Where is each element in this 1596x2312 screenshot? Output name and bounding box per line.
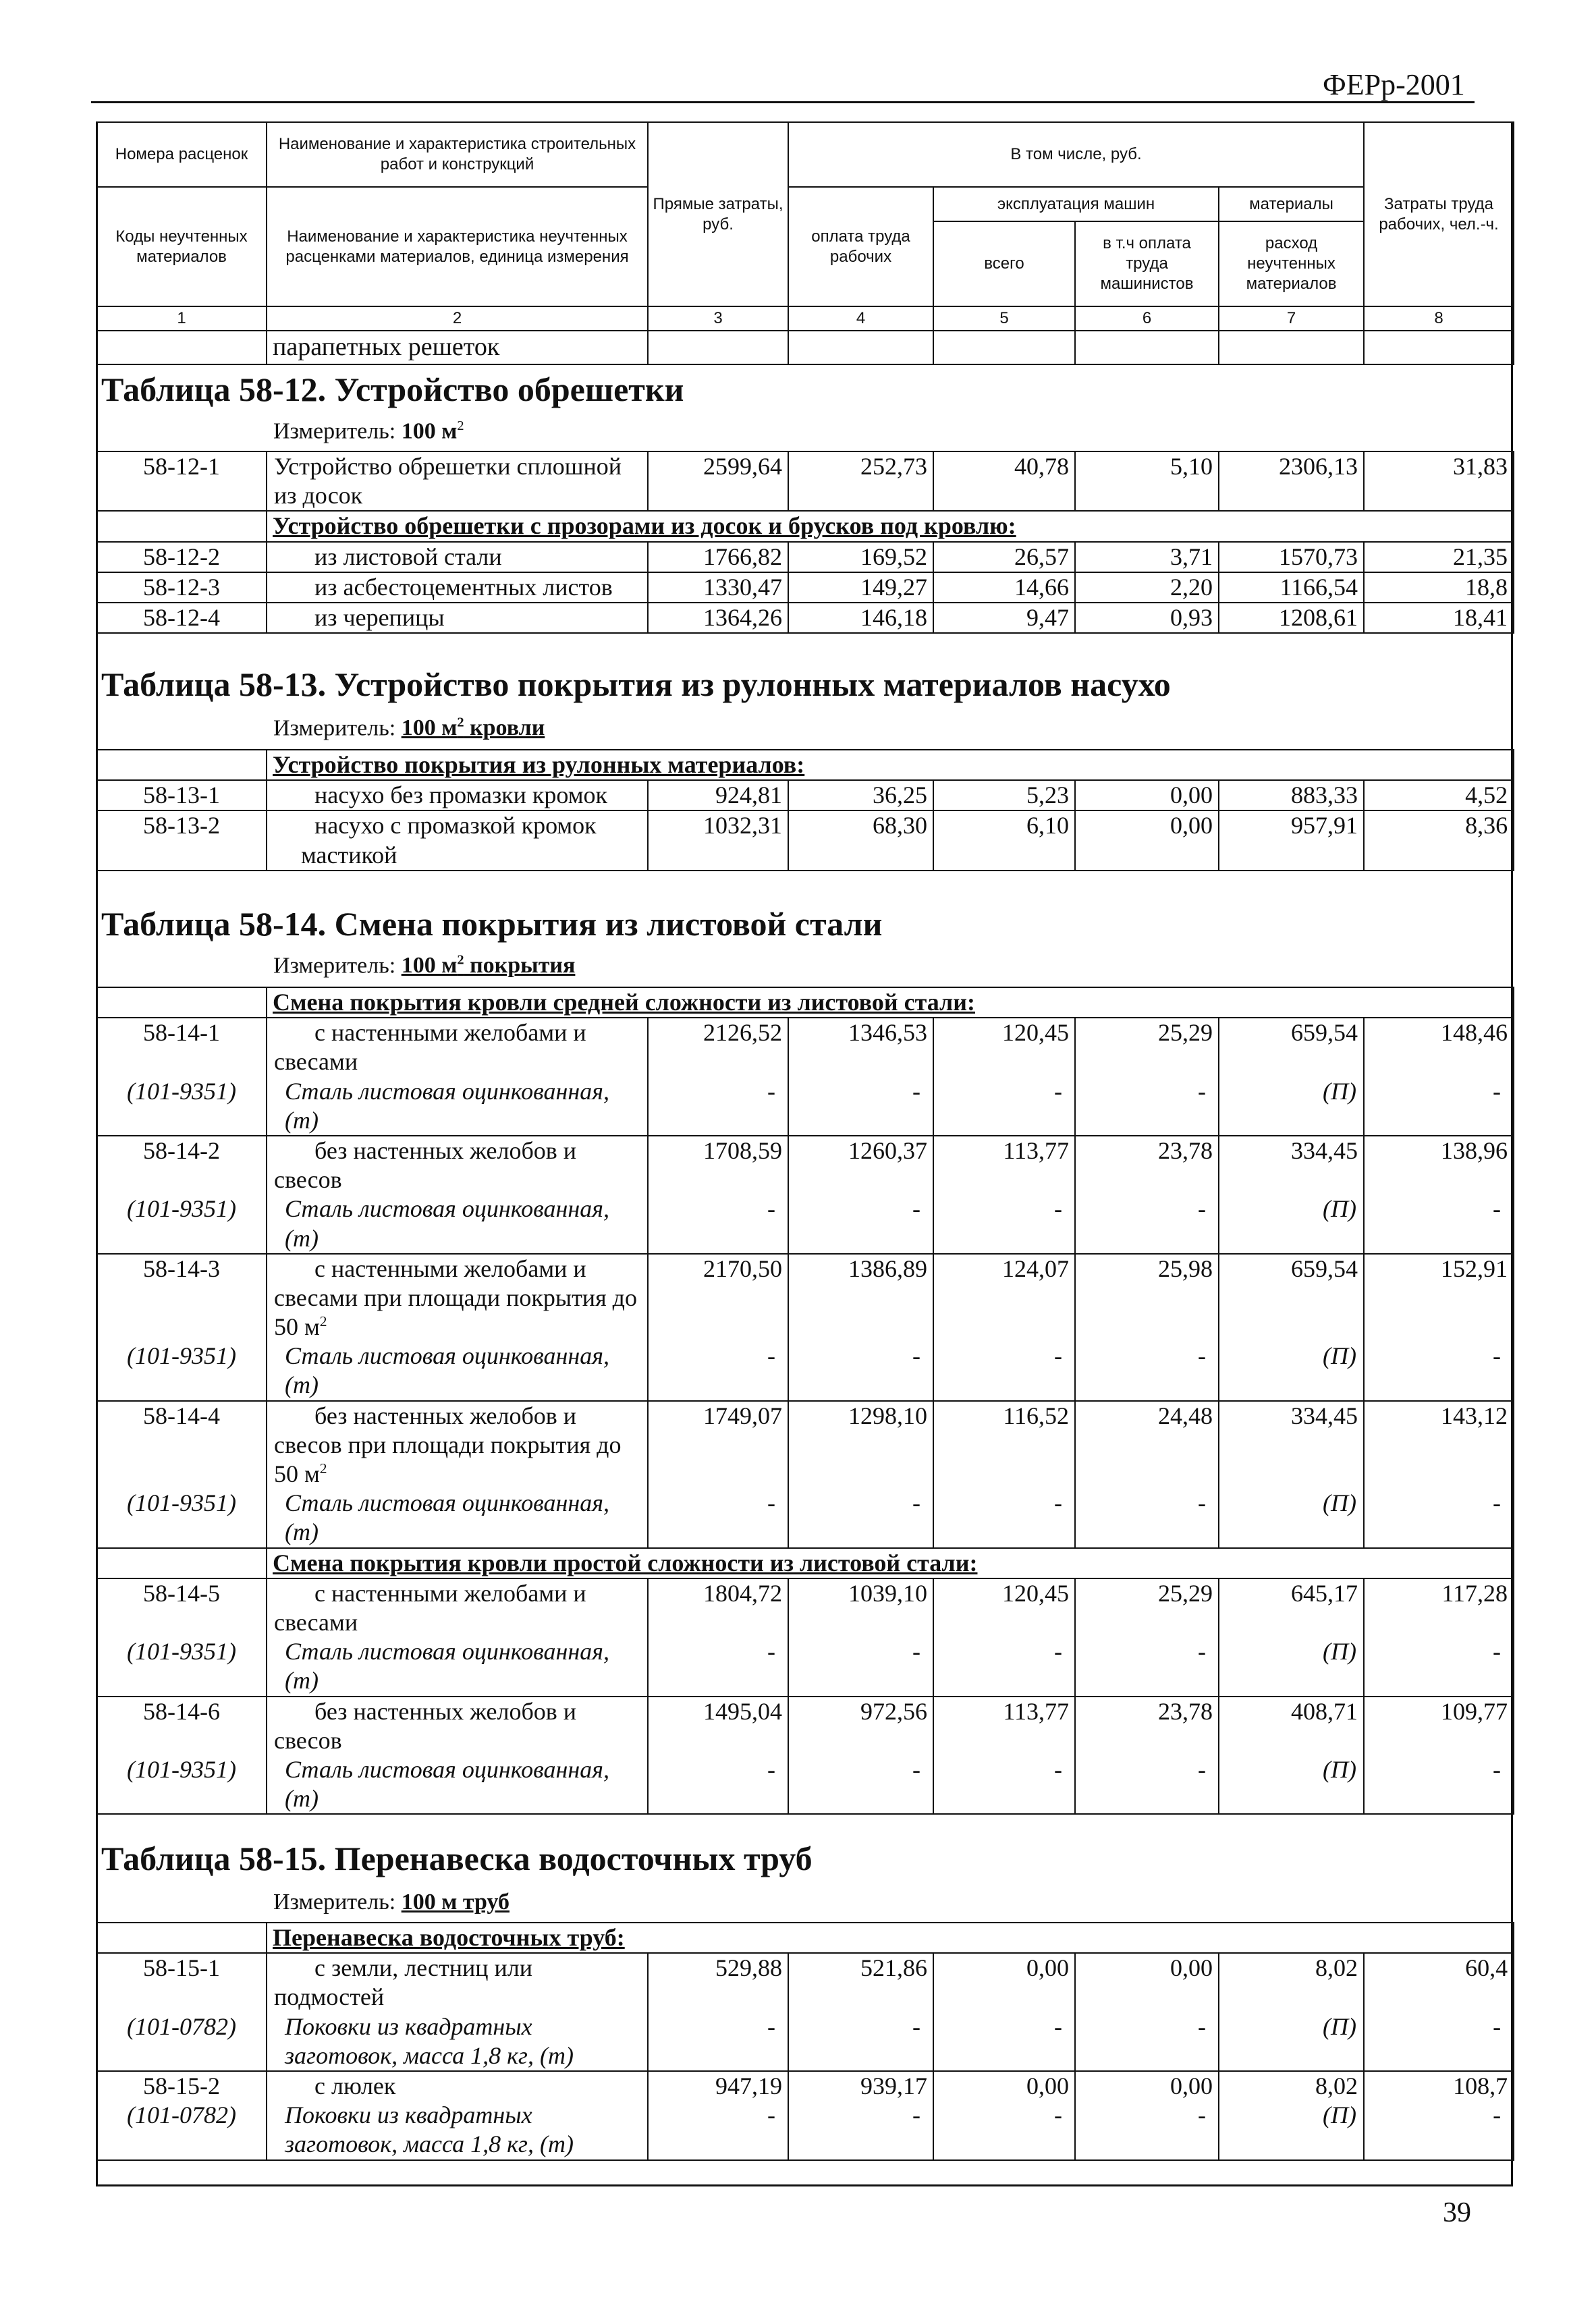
header-operator-wages: в т.ч оплата труда машинистов — [1075, 221, 1219, 306]
continued-text: парапетных решеток — [267, 331, 648, 364]
table-row: 58-12-4 из черепицы 1364,26 146,18 9,47 0,93 1208,61 18,41 — [97, 603, 1514, 633]
col-num-1: 1 — [97, 306, 267, 331]
col-num-5: 5 — [933, 306, 1075, 331]
header-rate-numbers: Номера расценок — [97, 122, 267, 187]
material-row: (101-9351) Сталь листовая оцинкованная, (т) - - - - (П) - — [97, 1342, 1514, 1400]
header-worker-wages: оплата труда рабочих — [788, 187, 933, 306]
table-58-15-subheader: Перенавеска водосточных труб: — [267, 1923, 1514, 1953]
table-row: 58-13-1 насухо без промазки кромок 924,81 36,25 5,23 0,00 883,33 4,52 — [97, 780, 1514, 810]
document-code: ФЕРр-2001 — [1323, 68, 1465, 101]
header-machines: эксплуатация машин — [933, 187, 1219, 221]
table-58-14 — [96, 987, 1514, 1815]
header-machines-total: всего — [933, 221, 1075, 306]
table-58-14-measure: Измеритель: 100 $м^2$ покрытия — [273, 953, 576, 979]
top-rule — [91, 101, 1475, 103]
material-row: (101-9351) Сталь листовая оцинкованная, (т) - - - - (П) - — [97, 1489, 1514, 1547]
table-row: 58-12-2 из листовой стали 1766,82 169,52 26,57 3,71 1570,73 21,35 — [97, 542, 1514, 572]
table-row: 58-14-3 с настенными желобами и свесами при площади покрытия до 50 $м^2$ 2170,50 1386,89 124,07 25,98 659,54 152,91 — [97, 1254, 1514, 1342]
table-row: 58-12-1 Устройство обрешетки сплошной из досок 2599,64 252,73 40,78 5,10 2306,13 31,83 — [97, 451, 1514, 511]
table-58-13-title: Таблица 58-13. Устройство покрытия из рулонных материалов насухо — [101, 665, 1171, 703]
material-row: (101-9351) Сталь листовая оцинкованная, (т) - - - - (П) - — [97, 1194, 1514, 1253]
material-row: (101-9351) Сталь листовая оцинкованная, (т) - - - - (П) - — [97, 1637, 1514, 1696]
page-number: 39 — [1443, 2197, 1471, 2228]
material-row: (101-0782) Поковки из квадратных заготовок, масса 1,8 кг, (т) - - - - (П) - — [97, 2101, 1514, 2159]
header-including: В том числе, руб. — [788, 122, 1364, 187]
header-unaccounted-materials: расход неучтенных материалов — [1219, 221, 1364, 306]
table-58-12-measure: Измеритель: 100 $м^2$ — [273, 418, 464, 444]
table-row: 58-14-4 без настенных желобов и свесов при площади покрытия до 50 $м^2$ 1749,07 1298,10 116,52 24,48 334,45 143,12 — [97, 1401, 1514, 1489]
table-header — [96, 121, 1514, 365]
table-58-14-subheader-simple: Смена покрытия кровли простой сложности из листовой стали: — [267, 1548, 1514, 1578]
material-row: (101-0782) Поковки из квадратных заготовок, масса 1,8 кг, (т) - - - - (П) - — [97, 2012, 1514, 2071]
header-material-codes: Коды неучтенных материалов — [97, 187, 267, 306]
table-58-12-title: Таблица 58-12. Устройство обрешетки — [101, 370, 684, 408]
table-58-15 — [96, 1922, 1514, 2161]
table-58-14-title: Таблица 58-14. Смена покрытия из листовой стали — [101, 905, 883, 943]
table-row: 58-12-3 из асбестоцементных листов 1330,47 149,27 14,66 2,20 1166,54 18,8 — [97, 572, 1514, 603]
table-row: 58-14-2 без настенных желобов и свесов 1708,59 1260,37 113,77 23,78 334,45 138,96 — [97, 1136, 1514, 1194]
table-row: 58-14-1 с настенными желобами и свесами 2126,52 1346,53 120,45 25,29 659,54 148,46 — [97, 1018, 1514, 1076]
table-58-13-measure: Измеритель: 100 $м^2$ кровли — [273, 715, 545, 741]
table-58-13-subheader: Устройство покрытия из рулонных материалов: — [267, 750, 1514, 780]
col-num-8: 8 — [1364, 306, 1514, 331]
table-58-14-subheader-medium: Смена покрытия кровли средней сложности из листовой стали: — [267, 987, 1514, 1018]
table-58-13 — [96, 749, 1514, 871]
material-row: (101-9351) Сталь листовая оцинкованная, (т) - - - - (П) - — [97, 1755, 1514, 1814]
table-row: 58-14-5 с настенными желобами и свесами 1804,72 1039,10 120,45 25,29 645,17 117,28 — [97, 1578, 1514, 1637]
table-row: 58-13-2 насухо с промазкой кромок мастикой 1032,31 68,30 6,10 0,00 957,91 8,36 — [97, 810, 1514, 870]
col-num-7: 7 — [1219, 306, 1364, 331]
col-num-3: 3 — [648, 306, 788, 331]
col-num-6: 6 — [1075, 306, 1219, 331]
col-num-2: 2 — [267, 306, 648, 331]
table-58-15-title: Таблица 58-15. Перенавеска водосточных труб — [101, 1840, 813, 1877]
table-row: 58-15-2 с люлек 947,19 939,17 0,00 0,00 8,02 108,7 — [97, 2071, 1514, 2101]
header-work-name: Наименование и характеристика строительных работ и конструкций — [267, 122, 648, 187]
table-row: 58-14-6 без настенных желобов и свесов 1495,04 972,56 113,77 23,78 408,71 109,77 — [97, 1697, 1514, 1755]
header-material-names: Наименование и характеристика неучтенных расценками материалов, единица измерения — [267, 187, 648, 306]
header-materials: материалы — [1219, 187, 1364, 221]
header-direct-costs: Прямые затраты, руб. — [648, 122, 788, 306]
table-row: 58-15-1 с земли, лестниц или подмостей 529,88 521,86 0,00 0,00 8,02 60,4 — [97, 1953, 1514, 2012]
col-num-4: 4 — [788, 306, 933, 331]
header-labor-costs: Затраты труда рабочих, чел.-ч. — [1364, 122, 1514, 306]
material-row: (101-9351) Сталь листовая оцинкованная, (т) - - - - (П) - — [97, 1077, 1514, 1136]
table-58-12 — [96, 451, 1514, 634]
table-58-15-measure: Измеритель: 100 м труб — [273, 1890, 510, 1915]
table-58-12-subheader: Устройство обрешетки с прозорами из досок и брусков под кровлю: — [267, 511, 1514, 541]
